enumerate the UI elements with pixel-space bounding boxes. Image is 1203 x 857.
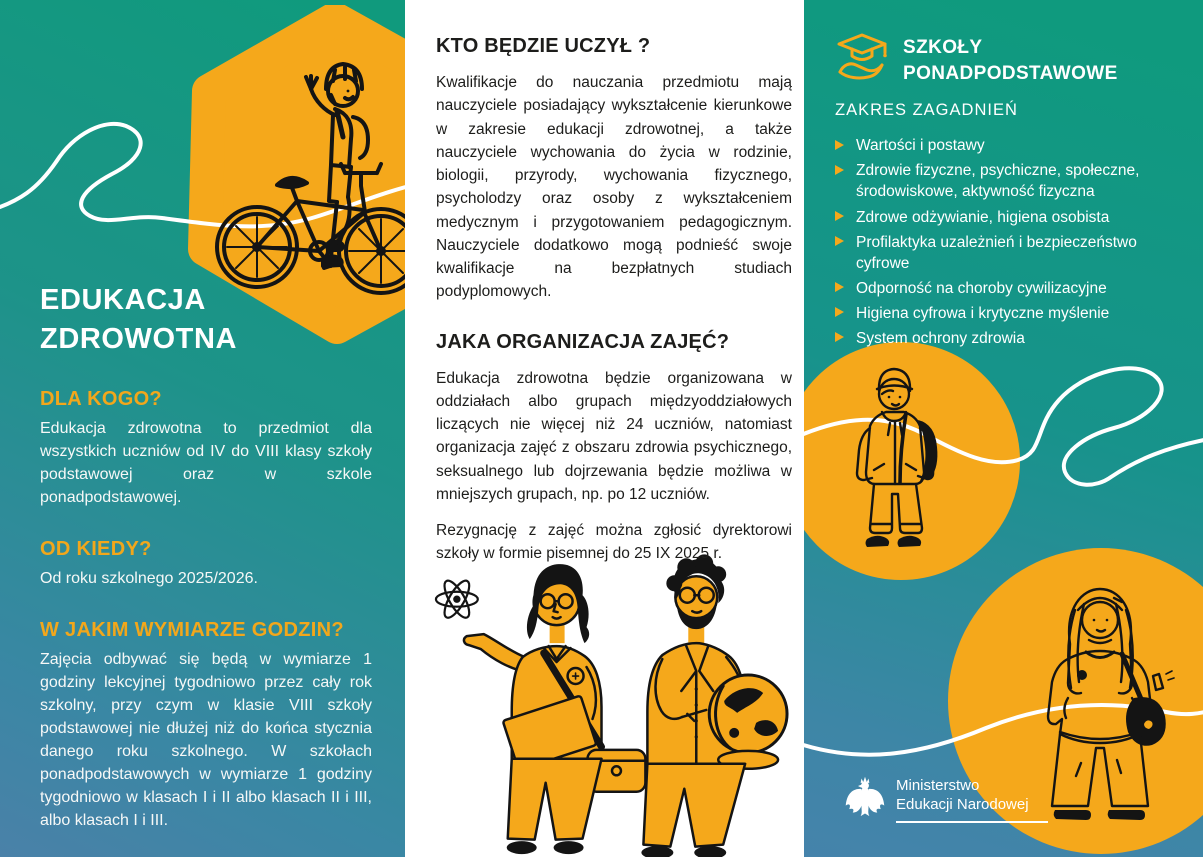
triangle-bullet-icon (835, 236, 844, 246)
topic-item (835, 278, 1180, 299)
section-body-od-kiedy: Od roku szkolnego 2025/2026. (40, 569, 258, 587)
section-heading-organizacja-zajec: JAKA ORGANIZACJA ZAJĘĆ? (436, 330, 730, 353)
topic-label: Wartości i postawy (856, 137, 985, 155)
section-body-dla-kogo: Edukacja zdrowotna to przedmiot dla wszystkich uczniów od IV do VIII klasy szkoły podstawowej oraz w szkole ponadpodstawowej. (40, 419, 372, 506)
right-panel-header (835, 32, 1180, 86)
topic-item (835, 207, 1180, 228)
topic-item (835, 160, 1180, 202)
topic-item (835, 303, 1180, 324)
section-heading-wymiar-godzin: W JAKIM WYMIARZE GODZIN? (40, 618, 344, 641)
section-body-kto-bedzie-uczyl: Kwalifikacje do nauczania przedmiotu mają nauczyciele posiadający wykształcenie kierunkowe w zakresie edukacji zdrowotnej, a także nauczyciele wychowania do życia w rodzinie, biologii, przyrody, wychowania fizycznego, psycholodzy oraz osoby z wykształceniem medycznym i przygotowaniem pedagogicznym. Nauczyciele dodatkowo mogą podnieść swoje kwalifikacje na bezpłatnych studiach podyplomowych. (436, 74, 792, 301)
left-panel (0, 0, 405, 857)
triangle-bullet-icon (835, 165, 844, 175)
topic-label: Odporność na choroby cywilizacyjne (856, 279, 1107, 297)
topic-item (835, 328, 1180, 349)
white-eagle-emblem-icon (844, 771, 886, 821)
topics-list (835, 135, 1180, 349)
topic-item (835, 135, 1180, 156)
topic-label: Zdrowe odżywianie, higiena osobista (856, 208, 1110, 226)
section-heading-dla-kogo: DLA KOGO? (40, 387, 162, 410)
triangle-bullet-icon (835, 211, 844, 221)
topic-label: System ochrony zdrowia (856, 329, 1025, 347)
ministry-name-line1: Ministerstwo (896, 777, 980, 794)
topic-item (835, 232, 1180, 274)
graduation-cap-hand-icon (835, 32, 889, 80)
right-panel-title: SZKOŁY PONADPODSTAWOWE (903, 37, 1118, 84)
student-boy-illustration (804, 342, 1020, 580)
section-heading-od-kiedy: OD KIEDY? (40, 537, 152, 560)
section-heading-kto-bedzie-uczyl: KTO BĘDZIE UCZYŁ ? (436, 35, 651, 57)
ministry-name-line2: Edukacji Narodowej (896, 795, 1029, 813)
page-title: EDUKACJA ZDROWOTNA (40, 284, 238, 355)
triangle-bullet-icon (835, 307, 844, 317)
section-body-wymiar-godzin: Zajęcia odbywać się będą w wymiarze 1 godziny lekcyjnej tygodniowo przez cały rok szkolny, przy czym w klasie VIII szkoły podstawowej nie dłużej niż do końca stycznia danego roku szkolnego. W szkołach ponadpodstawowych w wymiarze 1 godziny tygodniowo w klasach I i II albo klasach II i III, albo klasach I i III. (40, 650, 372, 830)
ministry-logo (844, 771, 1048, 823)
section-body-organizacja-zajec-2: Rezygnację z zajęć można zgłosić dyrektorowi szkoły w formie pisemnej do 25 IX 2025 r. (436, 522, 792, 563)
middle-panel (405, 0, 804, 857)
triangle-bullet-icon (835, 140, 844, 150)
triangle-bullet-icon (835, 332, 844, 342)
triangle-bullet-icon (835, 282, 844, 292)
section-body-organizacja-zajec-1: Edukacja zdrowotna będzie organizowana w oddziałach albo grupach międzyoddziałowych liczących nie więcej niż 24 uczniów, natomiast organizacja zajęć z obszaru zdrowia psychicznego, seksualnego lub dojrzewania będzie możliwa w mniejszych grupach, np. po 12 uczniów. (436, 369, 792, 503)
topics-subheading: ZAKRES ZAGADNIEŃ (835, 101, 1018, 120)
topic-label: Higiena cyfrowa i krytyczne myślenie (856, 304, 1110, 322)
topic-label: Zdrowie fizyczne, psychiczne, społeczne, środowiskowe, aktywność fizyczna (856, 162, 1140, 201)
ministry-underline (896, 821, 1048, 823)
topic-label: Profilaktyka uzależnień i bezpieczeństwo cyfrowe (856, 233, 1137, 272)
right-panel (804, 0, 1203, 857)
